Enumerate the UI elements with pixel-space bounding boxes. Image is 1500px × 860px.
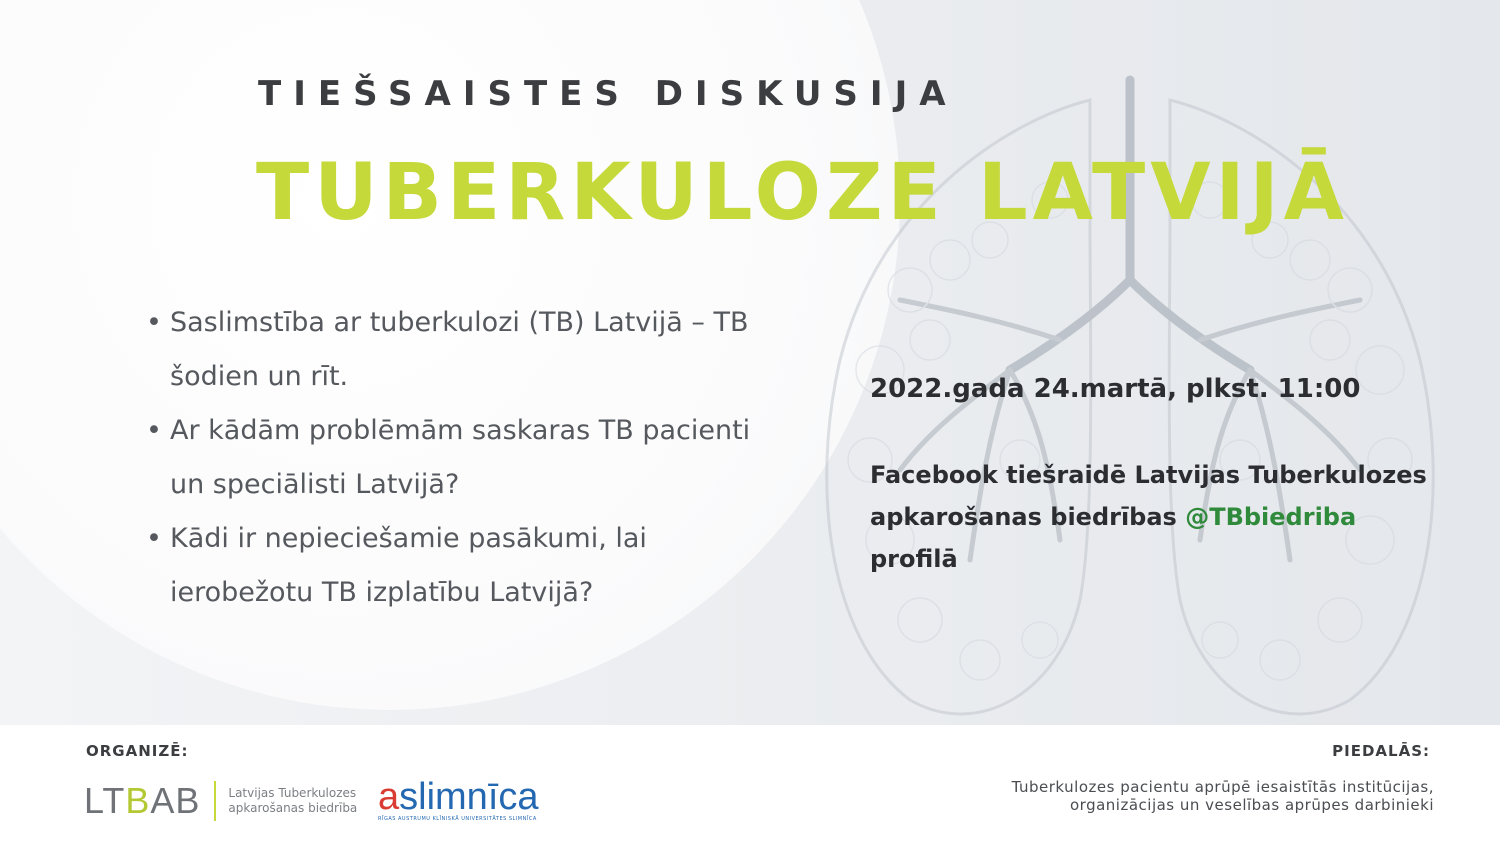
logo-divider xyxy=(214,781,216,821)
slimnica-logo xyxy=(378,778,539,824)
event-kicker: TIEŠSAISTES DISKUSIJA xyxy=(258,74,958,114)
facebook-handle-link[interactable]: @TBbiedriba xyxy=(1185,503,1357,531)
ltbab-logo-mark: LTBAB xyxy=(84,780,201,821)
location-intro: Facebook tiešraidē Latvijas Tuberkulozes apkarošanas biedrības xyxy=(870,461,1427,531)
event-location xyxy=(870,454,1430,580)
organizer-label: ORGANIZĒ: xyxy=(86,742,189,760)
ltbab-logo xyxy=(84,778,357,824)
topic-item: • Ar kādām problēmām saskaras TB pacienti un speciālisti Latvijā? xyxy=(146,404,766,512)
event-headline: TUBERKULOZE LATVIJĀ xyxy=(256,148,1349,238)
participants-label: PIEDALĀS: xyxy=(1332,742,1430,760)
topics-list xyxy=(146,296,766,620)
topic-item: • Saslimstība ar tuberkulozi (TB) Latvijā – TB šodien un rīt. xyxy=(146,296,766,404)
event-details xyxy=(870,370,1430,580)
event-date: 2022.gada 24.martā, plkst. 11:00 xyxy=(870,374,1361,404)
ltbab-logo-text: Latvijas Tuberkulozes apkarošanas biedrība xyxy=(228,786,358,815)
slimnica-logo-word: aslimnīca xyxy=(378,776,539,818)
location-outro: profilā xyxy=(870,545,958,573)
topic-item: • Kādi ir nepieciešamie pasākumi, lai ierobežotu TB izplatību Latvijā? xyxy=(146,512,766,620)
participants-text: Tuberkulozes pacientu aprūpē iesaistītās institūcijas, organizācijas un veselības aprūpes darbinieki xyxy=(1011,778,1434,814)
slimnica-logo-subtitle: RĪGAS AUSTRUMU KLĪNISKĀ UNIVERSITĀTES SLIMNĪCA xyxy=(378,816,537,822)
